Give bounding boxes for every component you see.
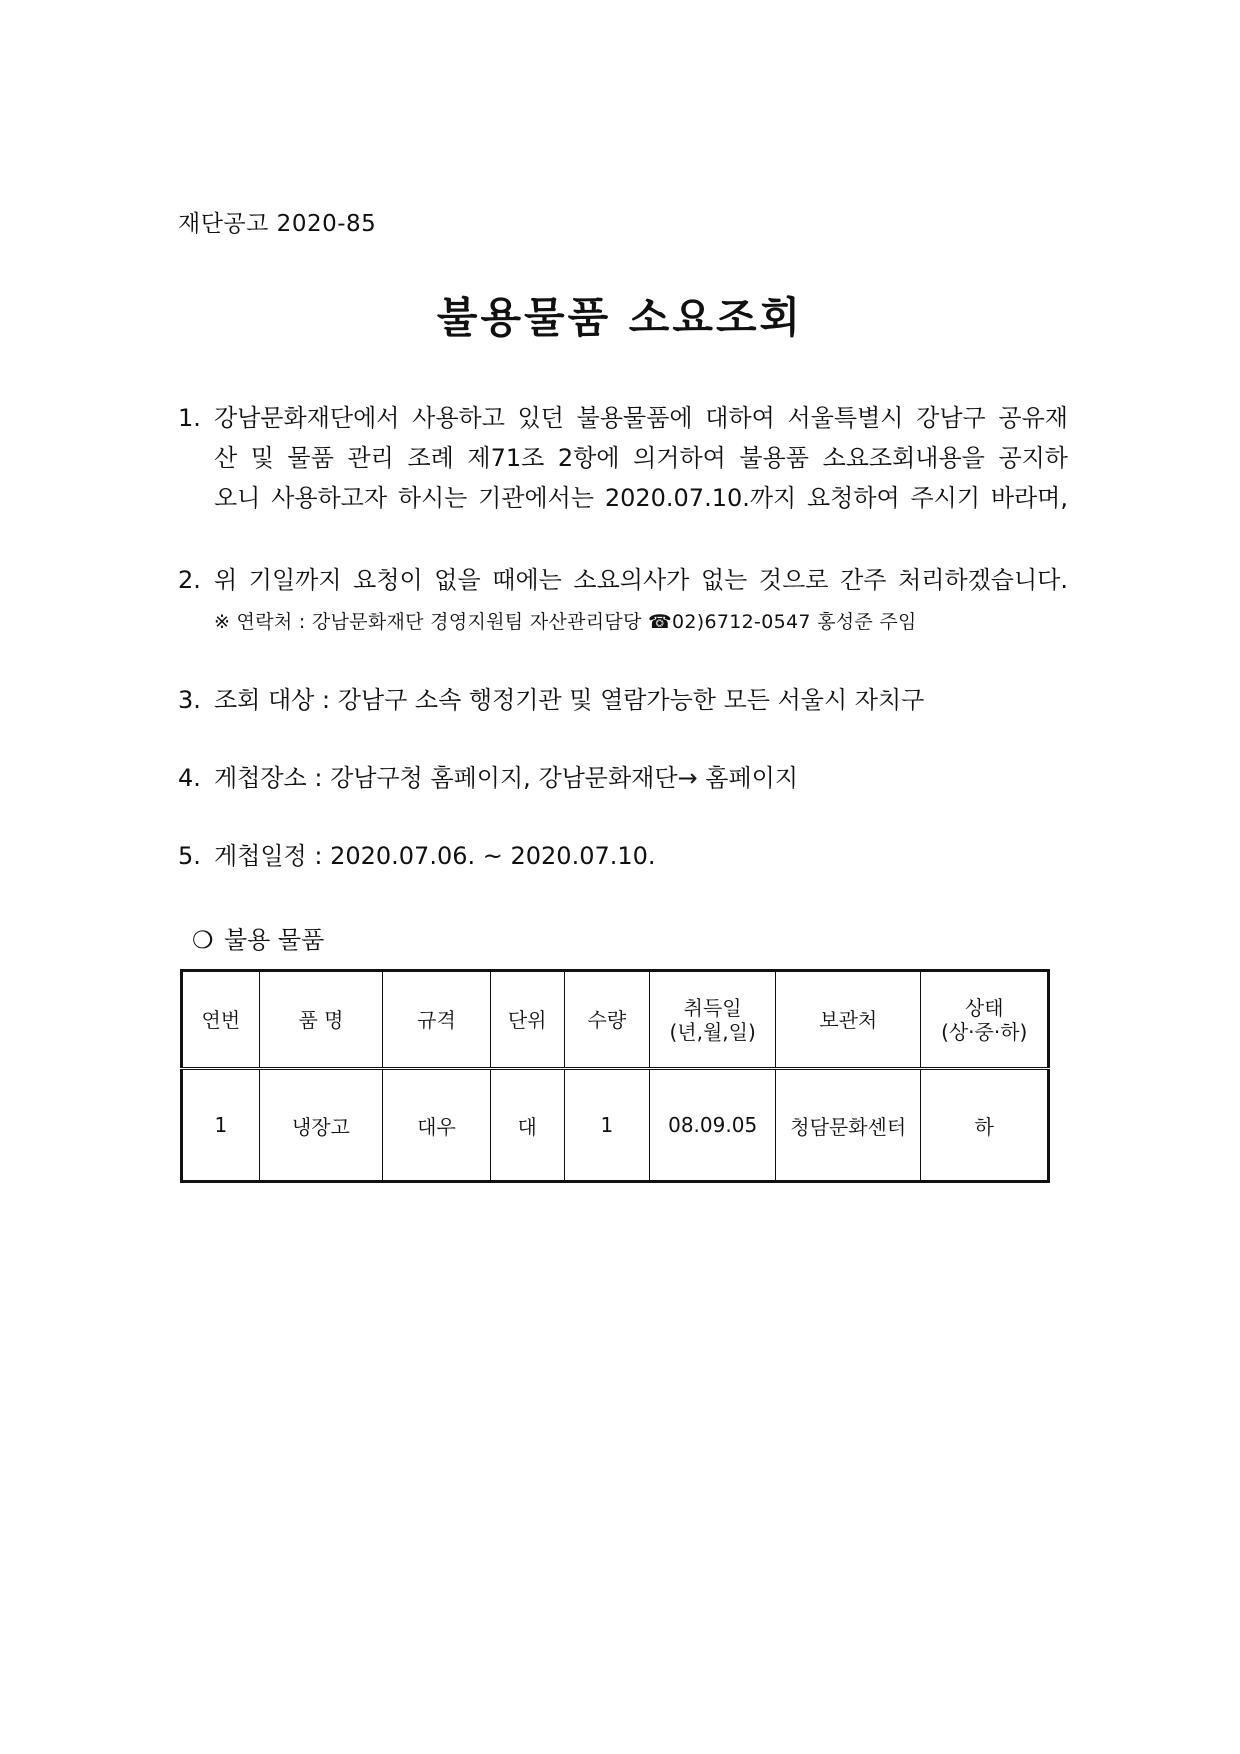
header-cell-storage: 보관처: [776, 971, 921, 1069]
item-number: 1.: [178, 404, 201, 432]
table-row: [182, 1069, 1049, 1182]
header-cell-spec: 규격: [383, 971, 491, 1069]
section-heading: [192, 920, 324, 955]
item-text: 조회 대상 : 강남구 소속 행정기관 및 열람가능한 모든 서울시 자치구: [214, 686, 925, 714]
header-cell-condition: 상태 (상·중·하): [921, 971, 1049, 1069]
header-cell-acquired-date: 취득일 (년,월,일): [650, 971, 776, 1069]
cell-spec: 대우: [383, 1069, 491, 1182]
table-header-row: [182, 971, 1049, 1069]
header-cell-quantity: 수량: [564, 971, 650, 1069]
item-line: 산 및 물품 관리 조례 제71조 2항에 의거하여 불용품 소요조회내용을 공지하: [214, 444, 1068, 472]
document-number: 재단공고 2020-85: [178, 211, 377, 237]
item-text: 게첩장소 : 강남구청 홈페이지, 강남문화재단→ 홈페이지: [214, 764, 799, 792]
section-label-text: 불용 물품: [224, 926, 325, 954]
cell-item-name: 냉장고: [259, 1069, 382, 1182]
item-line: 오니 사용하고자 하시는 기관에서는 2020.07.10.까지 요청하여 주시기 바라며,: [214, 484, 1068, 512]
circle-bullet-icon: ❍: [192, 926, 214, 954]
cell-acquired-date: 08.09.05: [650, 1069, 776, 1182]
item-line: 강남문화재단에서 사용하고 있던 불용물품에 대하여 서울특별시 강남구 공유재: [214, 404, 1068, 432]
notice-item-4: [178, 758, 1068, 798]
contact-info: ※ 연락처 : 강남문화재단 경영지원팀 자산관리담당 ☎02)6712-0547 홍성준 주임: [214, 611, 917, 633]
cell-quantity: 1: [564, 1069, 650, 1182]
item-number: 4.: [178, 764, 201, 792]
goods-table: [180, 969, 1050, 1183]
notice-item-1: [178, 398, 1068, 518]
cell-condition: 하: [921, 1069, 1049, 1182]
item-number: 2.: [178, 566, 201, 594]
notice-item-5: [178, 836, 1068, 876]
cell-unit: 대: [490, 1069, 564, 1182]
notice-item-3: [178, 680, 1068, 720]
item-number: 3.: [178, 686, 201, 714]
header-cell-unit: 단위: [490, 971, 564, 1069]
header-cell-item-name: 품 명: [259, 971, 382, 1069]
item-number: 5.: [178, 842, 201, 870]
item-text: 게첩일정 : 2020.07.06. ~ 2020.07.10.: [214, 842, 656, 870]
document-title: 불용물품 소요조회: [436, 293, 804, 342]
cell-serial: 1: [182, 1069, 260, 1182]
item-text: 위 기일까지 요청이 없을 때에는 소요의사가 없는 것으로 간주 처리하겠습니다.: [214, 566, 1068, 594]
notice-item-2: [178, 560, 1068, 600]
cell-storage: 청담문화센터: [776, 1069, 921, 1182]
header-cell-serial: 연번: [182, 971, 260, 1069]
